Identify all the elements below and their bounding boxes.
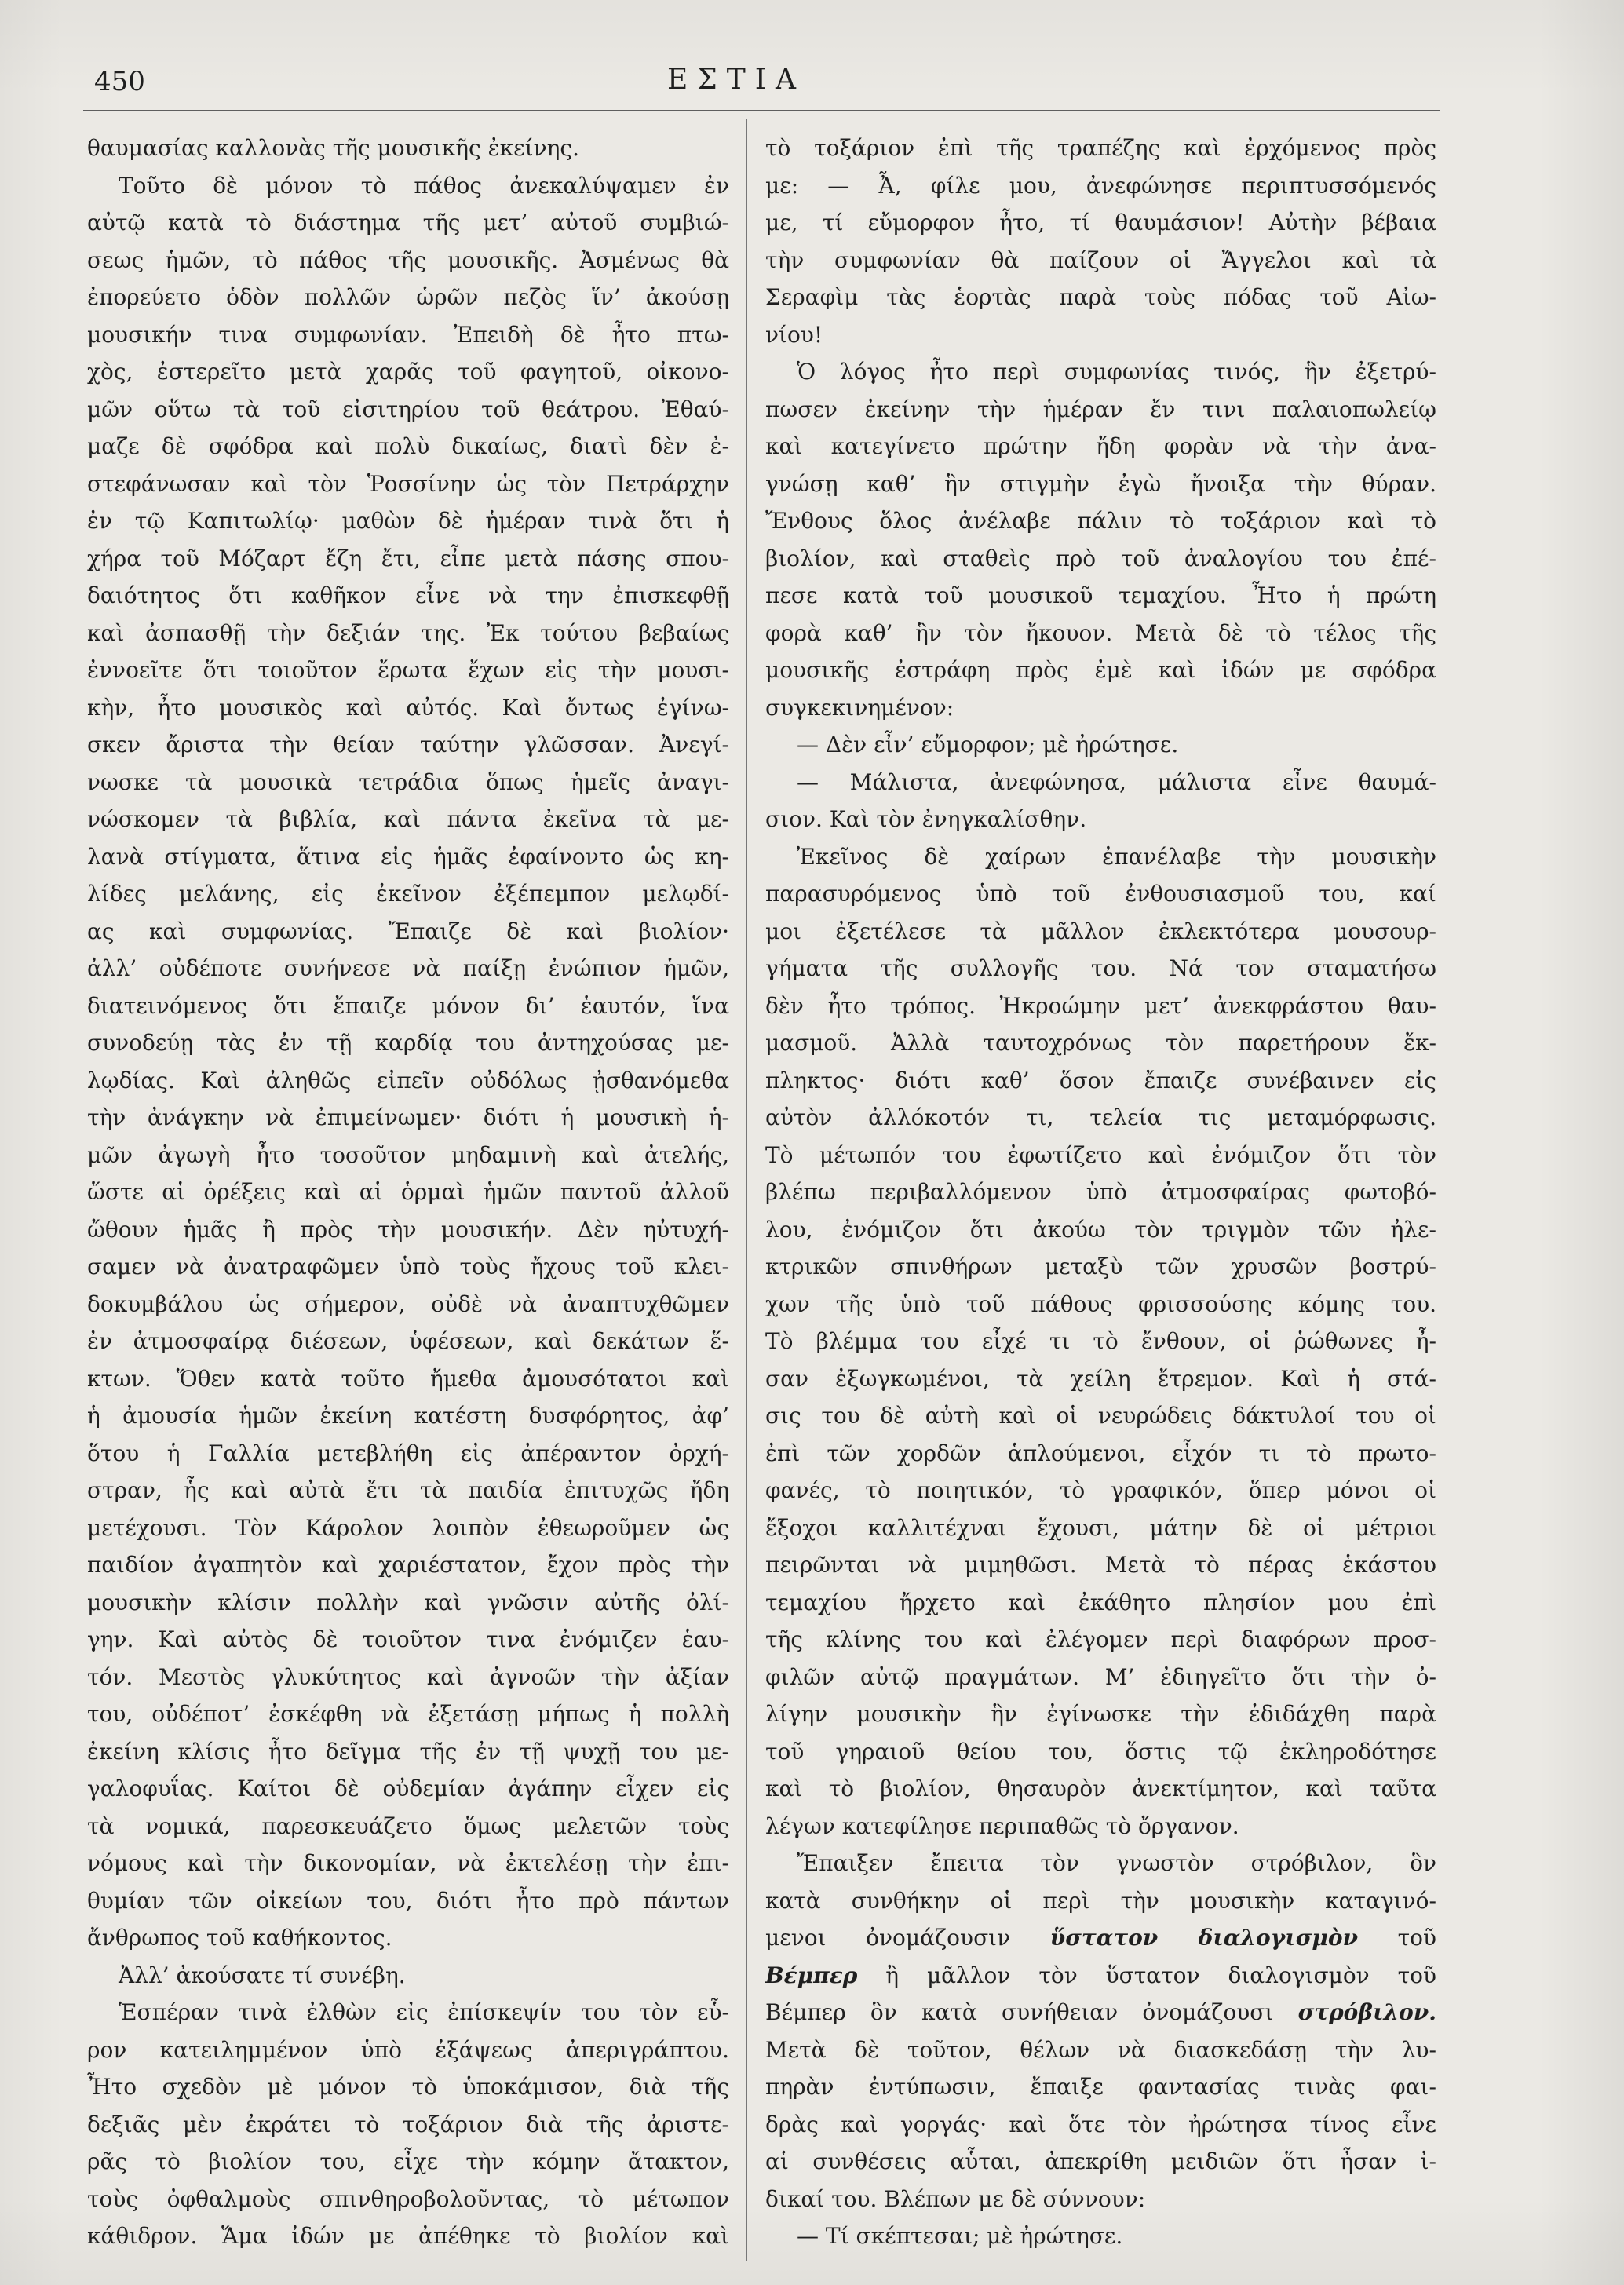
text-line: [765, 1919, 1436, 1957]
text-line: Μετὰ δὲ τοῦτον, θέλων νὰ διασκεδάσῃ τὴν λυ-: [765, 2036, 1436, 2063]
text-line: κὴν, ἦτο μουσικὸς καὶ αὐτός. Καὶ ὄντως ἐγίνω-: [87, 694, 729, 721]
text-line: χήρα τοῦ Μόζαρτ ἔζη ἔτι, εἶπε μετὰ πάσης σπου-: [87, 545, 729, 571]
text-line: δεξιᾶς μὲν ἐκράτει τὸ τοξάριον διὰ τῆς ἀριστε-: [87, 2111, 729, 2137]
text-line: νίου!: [765, 321, 823, 348]
text-line: σεως ἡμῶν, τὸ πάθος τῆς μουσικῆς. Ἀσμένως θὰ: [87, 246, 729, 273]
paragraph: [765, 764, 1436, 838]
text-line: λέγων κατεφίλησε περιπαθῶς τὸ ὄργανον.: [765, 1812, 1239, 1839]
right-column: [765, 130, 1436, 2255]
emphasized-text: στρόβιλον.: [1297, 1999, 1436, 2025]
text-line: διατεινόμενος ὅτι ἔπαιζε μόνον δι’ ἑαυτόν, ἵνα: [87, 992, 729, 1019]
text-line: νώσκομεν τὰ βιβλία, καὶ πάντα ἐκεῖνα τὰ με-: [87, 806, 729, 832]
text-line: ἐπὶ τῶν χορδῶν ἁπλούμενοι, εἶχόν τι τὸ πρωτο-: [765, 1440, 1436, 1466]
text-line: ὥστε αἱ ὀρέξεις καὶ αἱ ὁρμαὶ ἡμῶν παντοῦ ἀλλοῦ: [87, 1179, 729, 1205]
text-line: λῳδίας. Καὶ ἀληθῶς εἰπεῖν οὐδόλως ᾐσθανόμεθα: [87, 1067, 729, 1093]
text-line: χὸς, ἐστερεῖτο μετὰ χαρᾶς τοῦ φαγητοῦ, οἰκονο-: [87, 359, 729, 385]
text-line: [765, 1994, 1436, 2031]
text-line: σαν ἐξωγκωμένοι, τὰ χείλη ἔτρεμον. Καὶ ἡ στά-: [765, 1365, 1436, 1392]
text-line: τὸ τοξάριον ἐπὶ τῆς τραπέζης καὶ ἐρχόμενος πρὸς: [765, 135, 1436, 161]
text-line: Τὸ μέτωπόν του ἐφωτίζετο καὶ ἐνόμιζον ὅτι τὸν: [765, 1141, 1436, 1168]
text-line: φανές, τὸ ποιητικόν, τὸ γραφικόν, ὅπερ μόνοι οἱ: [765, 1477, 1436, 1503]
emphasized-text: ὕστατον διαλογισμὸν: [1049, 1925, 1359, 1951]
paragraph: [87, 1994, 729, 2255]
text-line: θαυμασίας καλλονὰς τῆς μουσικῆς ἐκείνης.: [87, 135, 580, 161]
text-line: ἡ ἀμουσία ἡμῶν ἐκείνη κατέστη δυσφόρητος, ἀφ’: [87, 1403, 729, 1429]
text-line: καὶ ἀσπασθῇ τὴν δεξιάν της. Ἐκ τούτου βεβαίως: [87, 619, 729, 646]
text-line: ἐπορεύετο ὁδὸν πολλῶν ὡρῶν πεζὸς ἵν’ ἀκούσῃ: [87, 284, 729, 310]
header-rule: [83, 110, 1440, 111]
text-line: ἐν τῷ Καπιτωλίῳ· μαθὼν δὲ ἡμέραν τινὰ ὅτι ἡ: [87, 508, 729, 534]
text-line: μῶν ἀγωγὴ ἦτο τοσοῦτον μηδαμινὴ καὶ ἀτελής,: [87, 1141, 729, 1168]
left-column: [87, 130, 729, 2255]
text-line: τεμαχίου ἤρχετο καὶ ἐκάθητο πλησίον μου ἐπὶ: [765, 1589, 1436, 1615]
text-line: πηρὰν ἐντύπωσιν, ἔπαιξε φαντασίας τινὰς φαι-: [765, 2074, 1436, 2100]
paragraph: [765, 353, 1436, 726]
text-line: γνώσῃ καθ’ ἣν στιγμὴν ἐγὼ ἤνοιξα τὴν θύραν.: [765, 470, 1436, 497]
text-line: ὤθουν ἡμᾶς ἢ πρὸς τὴν μουσικήν. Δὲν ηὐτυχή-: [87, 1216, 729, 1243]
text-line: θυμίαν τῶν οἰκείων του, διότι ἦτο πρὸ πάντων: [87, 1887, 729, 1914]
text-line: μετέχουσι. Τὸν Κάρολον λοιπὸν ἐθεωροῦμεν ὡς: [87, 1514, 729, 1541]
column-divider: [746, 119, 747, 2261]
text-line: με, τί εὔμορφον ἦτο, τί θαυμάσιον! Αὐτὴν βέβαια: [765, 210, 1436, 235]
paragraph: [765, 1845, 1436, 2217]
paragraph: [765, 726, 1436, 764]
text-line: μοι ἐξετέλεσε τὰ μᾶλλον ἐκλεκτότερα μουσουρ-: [765, 918, 1436, 944]
text-line: Τὸ βλέμμα του εἶχέ τι τὸ ἔνθουν, οἱ ῥώθωνες ἦ-: [765, 1328, 1436, 1354]
text-line: τοῦ γηραιοῦ θείου του, ὅστις τῷ ἐκληροδότησε: [765, 1738, 1436, 1765]
text-line: δρὰς καὶ γοργάς· καὶ ὅτε τὸν ἠρώτησα τίνος εἶνε: [765, 2111, 1436, 2137]
paragraph: [87, 1957, 729, 1995]
text-line: φιλῶν αὐτῷ πραγμάτων. Μ’ ἐδιηγεῖτο ὅτι τὴν ὀ-: [765, 1663, 1436, 1690]
text-line: Ἀλλ’ ἀκούσατε τί συνέβη.: [119, 1962, 406, 1988]
text-line: συγκεκινημένον:: [765, 694, 954, 721]
text-line: λου, ἐνόμιζον ὅτι ἀκούω τὸν τριγμὸν τῶν ἠλε-: [765, 1216, 1436, 1243]
text-line: σαμεν νὰ ἀνατραφῶμεν ὑπὸ τοὺς ἤχους τοῦ κλει-: [87, 1254, 729, 1279]
text-line: αὐτὸν ἀλλόκοτόν τι, τελεία τις μεταμόρφωσις.: [765, 1104, 1436, 1130]
text-line: βιολίον, καὶ σταθεὶς πρὸ τοῦ ἀναλογίου του ἐπέ-: [765, 545, 1436, 571]
text-line: γήματα τῆς συλλογῆς του. Νά τον σταματήσω: [765, 955, 1436, 981]
paragraph: [765, 2217, 1436, 2255]
text-line: — Μάλιστα, ἀνεφώνησα, μάλιστα εἶνε θαυμά-: [797, 768, 1436, 795]
text-line: πωσεν ἐκείνην τὴν ἡμέραν ἔν τινι παλαιοπωλείῳ: [765, 396, 1436, 422]
paragraph: [87, 130, 729, 167]
text-line: μασμοῦ. Ἀλλὰ ταυτοχρόνως τὸν παρετήρουν ἔκ-: [765, 1030, 1436, 1056]
text-line: αἱ συνθέσεις αὗται, ἀπεκρίθη μειδιῶν ὅτι ἦσαν ἰ-: [765, 2148, 1436, 2174]
text-line: ρον κατειλημμένον ὑπὸ ἐξάψεως ἀπεριγράπτου.: [87, 2036, 729, 2063]
text-line: τὰ νομικά, παρεσκευάζετο ὅμως μελετῶν τοὺς: [87, 1812, 729, 1839]
text-line: σις του δὲ αὐτὴ καὶ οἱ νευρώδεις δάκτυλοί του οἱ: [765, 1403, 1436, 1429]
text-line: ἀλλ’ οὐδέποτε συνήνεσε νὰ παίξῃ ἐνώπιον ἡμῶν,: [87, 955, 729, 981]
text-line: δὲν ἦτο τρόπος. Ἠκροώμην μετ’ ἀνεκφράστου θαυ-: [765, 992, 1436, 1019]
text-line: τῆς κλίνης του καὶ ἐλέγομεν περὶ διαφόρων προσ-: [765, 1626, 1436, 1652]
text-line: — Δὲν εἶν’ εὔμορφον; μὲ ἠρώτησε.: [797, 732, 1179, 757]
text-line: τὴν ἀνάγκην νὰ ἐπιμείνωμεν· διότι ἡ μουσικὴ ἡ-: [87, 1104, 729, 1130]
text-line: δαιότητος ὅτι καθῆκον εἶνε νὰ την ἐπισκεφθῇ: [87, 582, 729, 608]
text-line: — Τί σκέπτεσαι; μὲ ἠρώτησε.: [797, 2223, 1123, 2249]
text-line: σιον. Καὶ τὸν ἐνηγκαλίσθην.: [765, 806, 1087, 832]
text-line: ἐννοεῖτε ὅτι τοιοῦτον ἔρωτα ἔχων εἰς τὴν μουσι-: [87, 657, 729, 683]
text-line: τοὺς ὀφθαλμοὺς σπινθηροβολοῦντας, τὸ μέτωπον: [87, 2185, 729, 2212]
text-line: γην. Καὶ αὐτὸς δὲ τοιοῦτον τινα ἐνόμιζεν ἑαυ-: [87, 1626, 729, 1652]
paragraph: [765, 130, 1436, 353]
text-line: μουσικὴν κλίσιν πολλὴν καὶ γνῶσιν αὐτῆς ὀλί-: [87, 1589, 729, 1615]
text-line: με: — Ἆ, φίλε μου, ἀνεφώνησε περιπτυσσόμενός: [765, 172, 1436, 199]
text-line: Ἐκεῖνος δὲ χαίρων ἐπανέλαβε τὴν μουσικὴν: [797, 843, 1436, 870]
text-line: νόμους καὶ τὴν δικονομίαν, νὰ ἐκτελέσῃ τὴν ἐπι-: [87, 1850, 729, 1876]
text-line: νωσκε τὰ μουσικὰ τετράδια ὅπως ἡμεῖς ἀναγι-: [87, 768, 729, 795]
text-line: λίδες μελάνης, εἰς ἐκεῖνον ἐξέπεμπον μελῳδί-: [87, 881, 729, 907]
text-line: Ἑσπέραν τινὰ ἐλθὼν εἰς ἐπίσκεψίν του τὸν εὗ-: [119, 1999, 729, 2025]
text-line: κτρικῶν σπινθήρων μεταξὺ τῶν χρυσῶν βοστρύ-: [765, 1254, 1436, 1279]
text-line: ἄνθρωπος τοῦ καθήκοντος.: [87, 1925, 392, 1951]
text-line: μουσικήν τινα συμφωνίαν. Ἐπειδὴ δὲ ἦτο πτω-: [87, 321, 729, 348]
text-line: ἔξοχοι καλλιτέχναι ἔχουσι, μάτην δὲ οἱ μέτριοι: [765, 1514, 1436, 1541]
text-line: πεσε κατὰ τοῦ μουσικοῦ τεμαχίου. Ἦτο ἡ πρώτη: [765, 582, 1436, 608]
text-line: φορὰ καθ’ ἣν τὸν ἤκουον. Μετὰ δὲ τὸ τέλος τῆς: [765, 619, 1436, 646]
text-line: τόν. Μεστὸς γλυκύτητος καὶ ἀγνοῶν τὴν ἀξίαν: [87, 1663, 729, 1690]
text-line: Ἔνθους ὅλος ἀνέλαβε πάλιν τὸ τοξάριον καὶ τὸ: [765, 508, 1436, 534]
text-line: αὐτῷ κατὰ τὸ διάστημα τῆς μετ’ αὐτοῦ συμβιώ-: [87, 210, 729, 235]
text-line: [765, 1957, 1436, 1995]
text-line: καὶ τὸ βιολίον, θησαυρὸν ἀνεκτίμητον, καὶ ταῦτα: [765, 1776, 1436, 1801]
text-line: ρᾶς τὸ βιολίον του, εἶχε τὴν κόμην ἄτακτον,: [87, 2148, 729, 2174]
text-line: γαλοφυΐας. Καίτοι δὲ οὐδεμίαν ἀγάπην εἶχεν εἰς: [87, 1776, 729, 1801]
page-number: 450: [94, 66, 145, 97]
text-line: ἐν ἀτμοσφαίρᾳ διέσεων, ὑφέσεων, καὶ δεκάτων ἕ-: [87, 1328, 729, 1354]
text-line: ὅτου ἡ Γαλλία μετεβλήθη εἰς ἀπέραντον ὀρχή-: [87, 1440, 729, 1466]
text-line: λίγην μουσικὴν ἣν ἐγίνωσκε τὴν ἐδιδάχθη παρὰ: [765, 1701, 1436, 1727]
text-line: πληκτος· διότι καθ’ ὅσον ἔπαιζε συνέβαινεν εἰς: [765, 1067, 1436, 1093]
text-line: τὴν συμφωνίαν θὰ παίζουν οἱ Ἄγγελοι καὶ τὰ: [765, 246, 1436, 273]
text-line: Τοῦτο δὲ μόνον τὸ πάθος ἀνεκαλύψαμεν ἐν: [119, 172, 729, 199]
text-line: Ὁ λόγος ἦτο περὶ συμφωνίας τινός, ἣν ἐξετρύ-: [797, 359, 1436, 385]
text-line: παρασυρόμενος ὑπὸ τοῦ ἐνθουσιασμοῦ του, καί: [765, 881, 1436, 907]
text-line: χων τῆς ὑπὸ τοῦ πάθους φρισσούσης κόμης του.: [765, 1290, 1436, 1317]
text-segment: μενοι ὀνομάζουσιν: [765, 1925, 1050, 1951]
text-line: του, οὐδέποτ’ ἐσκέφθη νὰ ἐξετάσῃ μήπως ἡ πολλὴ: [87, 1701, 729, 1727]
text-line: σκεν ἄριστα τὴν θείαν ταύτην γλῶσσαν. Ἀνεγί-: [87, 732, 729, 757]
text-line: Σεραφὶμ τὰς ἑορτὰς παρὰ τοὺς πόδας τοῦ Αἰω-: [765, 284, 1436, 310]
text-line: ας καὶ συμφωνίας. Ἔπαιζε δὲ καὶ βιολίον·: [87, 918, 729, 944]
text-segment: τοῦ: [1358, 1925, 1436, 1951]
text-line: κτων. Ὅθεν κατὰ τοῦτο ἤμεθα ἀμουσότατοι καὶ: [87, 1365, 729, 1392]
text-line: δοκυμβάλου ὡς σήμερον, οὐδὲ νὰ ἀναπτυχθῶμεν: [87, 1290, 729, 1317]
text-line: λανὰ στίγματα, ἅτινα εἰς ἡμᾶς ἐφαίνοντο ὡς κη-: [87, 843, 729, 870]
text-line: κάθιδρον. Ἅμα ἰδών με ἀπέθηκε τὸ βιολίον καὶ: [87, 2223, 729, 2249]
text-segment: ἢ μᾶλλον τὸν ὕστατον διαλογισμὸν τοῦ: [857, 1962, 1436, 1988]
text-line: βλέπω περιβαλλόμενον ὑπὸ ἀτμοσφαίρας φωτοβό-: [765, 1179, 1436, 1205]
text-line: στεφάνωσαν καὶ τὸν Ῥοσσίνην ὡς τὸν Πετράρχην: [87, 470, 729, 497]
text-line: Ἔπαιξεν ἔπειτα τὸν γνωστὸν στρόβιλον, ὃν: [797, 1850, 1436, 1876]
text-line: συνοδεύῃ τὰς ἐν τῇ καρδίᾳ του ἀντηχούσας με-: [87, 1030, 729, 1056]
emphasized-text: Βέμπερ: [765, 1962, 858, 1988]
paragraph: [765, 838, 1436, 1845]
text-line: παιδίον ἀγαπητὸν καὶ χαριέστατον, ἔχον πρὸς τὴν: [87, 1552, 729, 1578]
text-line: Ἦτο σχεδὸν μὲ μόνον τὸ ὑποκάμισον, διὰ τῆς: [87, 2074, 729, 2100]
text-line: μαζε δὲ σφόδρα καὶ πολὺ δικαίως, διατὶ δὲν ἐ-: [87, 433, 729, 459]
text-line: μῶν οὕτω τὰ τοῦ εἰσιτηρίου τοῦ θεάτρου. Ἐθαύ-: [87, 396, 729, 422]
text-line: μουσικῆς ἐστράφη πρὸς ἐμὲ καὶ ἰδών με σφόδρα: [765, 657, 1436, 683]
running-title: ΕΣΤΙΑ: [667, 64, 805, 96]
text-line: ἐκείνη κλίσις ἦτο δεῖγμα τῆς ἐν τῇ ψυχῇ του με-: [87, 1738, 729, 1765]
text-line: δικαί του. Βλέπων με δὲ σύννουν:: [765, 2185, 1146, 2212]
text-segment: Βέμπερ ὃν κατὰ συνήθειαν ὀνομάζουσι: [765, 1999, 1298, 2025]
text-line: κατὰ συνθήκην οἱ περὶ τὴν μουσικὴν καταγινό-: [765, 1887, 1436, 1914]
text-line: καὶ κατεγίνετο πρώτην ἤδη φορὰν νὰ τὴν ἀνα-: [765, 433, 1436, 459]
text-line: πειρῶνται νὰ μιμηθῶσι. Μετὰ τὸ πέρας ἑκάστου: [765, 1552, 1436, 1578]
paragraph: [87, 167, 729, 1957]
text-line: στραν, ἧς καὶ αὐτὰ ἔτι τὰ παιδία ἐπιτυχῶς ἤδη: [87, 1477, 729, 1503]
